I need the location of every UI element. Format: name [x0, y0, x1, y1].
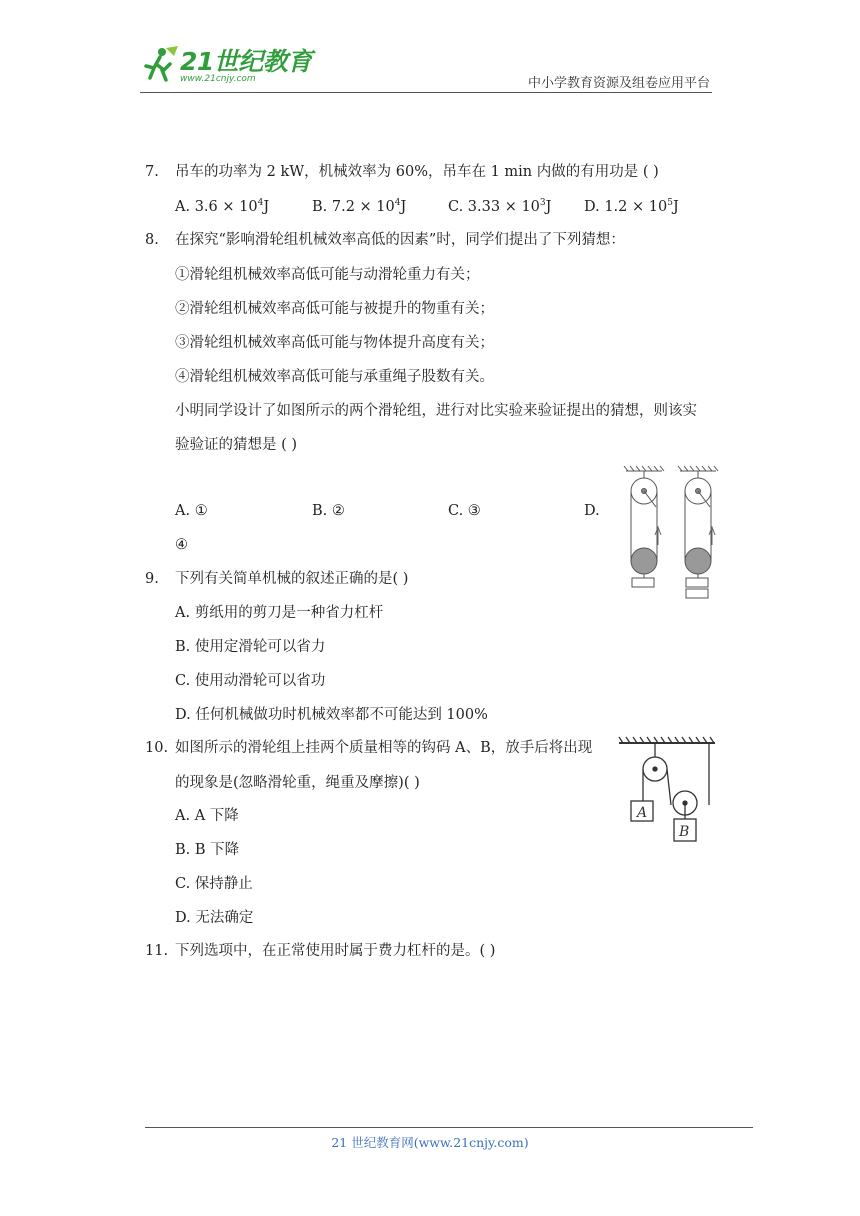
- option-d[interactable]: D. 任何机械做功时机械效率都不可能达到 100%: [175, 707, 488, 723]
- question-text: 的现象是(忽略滑轮重，绳重及摩擦)( ): [175, 775, 420, 791]
- footer-link[interactable]: 21 世纪教育网(www.21cnjy.com): [331, 1135, 529, 1150]
- question-number: 9.: [145, 571, 159, 587]
- guess-2: ②滑轮组机械效率高低可能与被提升的物重有关；: [175, 301, 494, 317]
- runner-logo-icon: [140, 44, 180, 84]
- question-stem: 在探究“影响滑轮组机械效率高低的因素”时，同学们提出了下列猜想：: [175, 232, 625, 248]
- question-number: 7.: [145, 164, 159, 180]
- logo-url: www.21cnjy.com: [180, 74, 256, 84]
- option-d[interactable]: D.: [584, 503, 600, 519]
- option-d[interactable]: D. $1.2 \times 10^5J$: [584, 198, 679, 215]
- question-stem: 吊车的功率为 2 kW，机械效率为 60%，吊车在 1 min 内做的有用功是 ( ): [175, 164, 659, 180]
- option-c[interactable]: C. 使用动滑轮可以省功: [175, 673, 326, 689]
- question-number: 10.: [145, 740, 169, 756]
- option-b[interactable]: B. $7.2 \times 10^4J$: [312, 198, 407, 215]
- weight-a-label: A: [637, 805, 648, 821]
- question-number: 11.: [145, 943, 169, 959]
- weight-b-label: B: [679, 824, 690, 840]
- guess-1: ①滑轮组机械效率高低可能与动滑轮重力有关；: [175, 267, 480, 283]
- question-stem: 下列有关简单机械的叙述正确的是( ): [175, 571, 409, 587]
- pulley-ab-figure: [615, 735, 720, 850]
- option-a[interactable]: A. ①: [175, 503, 208, 519]
- option-b[interactable]: B. ②: [312, 503, 345, 519]
- question-text: 小明同学设计了如图所示的两个滑轮组，进行对比实验来验证提出的猜想，则该实: [175, 403, 697, 419]
- question-text: 验验证的猜想是 ( ): [175, 437, 298, 453]
- option-b[interactable]: B. B 下降: [175, 842, 240, 858]
- option-c[interactable]: C. ③: [448, 503, 481, 519]
- guess-3: ③滑轮组机械效率高低可能与物体提升高度有关；: [175, 335, 494, 351]
- question-stem: 如图所示的滑轮组上挂两个质量相等的钩码 A、B，放手后将出现: [175, 740, 593, 756]
- question-stem: 下列选项中，在正常使用时属于费力杠杆的是。( ): [175, 943, 496, 959]
- header-platform-text: 中小学教育资源及组卷应用平台: [527, 76, 710, 91]
- question-number: 8.: [145, 232, 159, 248]
- pulley-systems-figure: [620, 465, 720, 605]
- option-d[interactable]: D. 无法确定: [175, 910, 254, 926]
- logo-text: 21世纪教育: [180, 47, 312, 76]
- option-c[interactable]: C. $3.33 \times 10^3J$: [448, 198, 552, 215]
- guess-4: ④滑轮组机械效率高低可能与承重绳子股数有关。: [175, 369, 494, 385]
- option-a[interactable]: A. $3.6 \times 10^4J$: [175, 198, 270, 215]
- option-b[interactable]: B. 使用定滑轮可以省力: [175, 639, 326, 655]
- footer-divider: [145, 1127, 753, 1128]
- option-d-continued: ④: [175, 537, 188, 553]
- option-a[interactable]: A. 剪纸用的剪刀是一种省力杠杆: [175, 605, 384, 621]
- option-a[interactable]: A. A 下降: [175, 808, 239, 824]
- logo: [140, 40, 315, 90]
- option-c[interactable]: C. 保持静止: [175, 876, 253, 892]
- header-divider: [140, 92, 712, 93]
